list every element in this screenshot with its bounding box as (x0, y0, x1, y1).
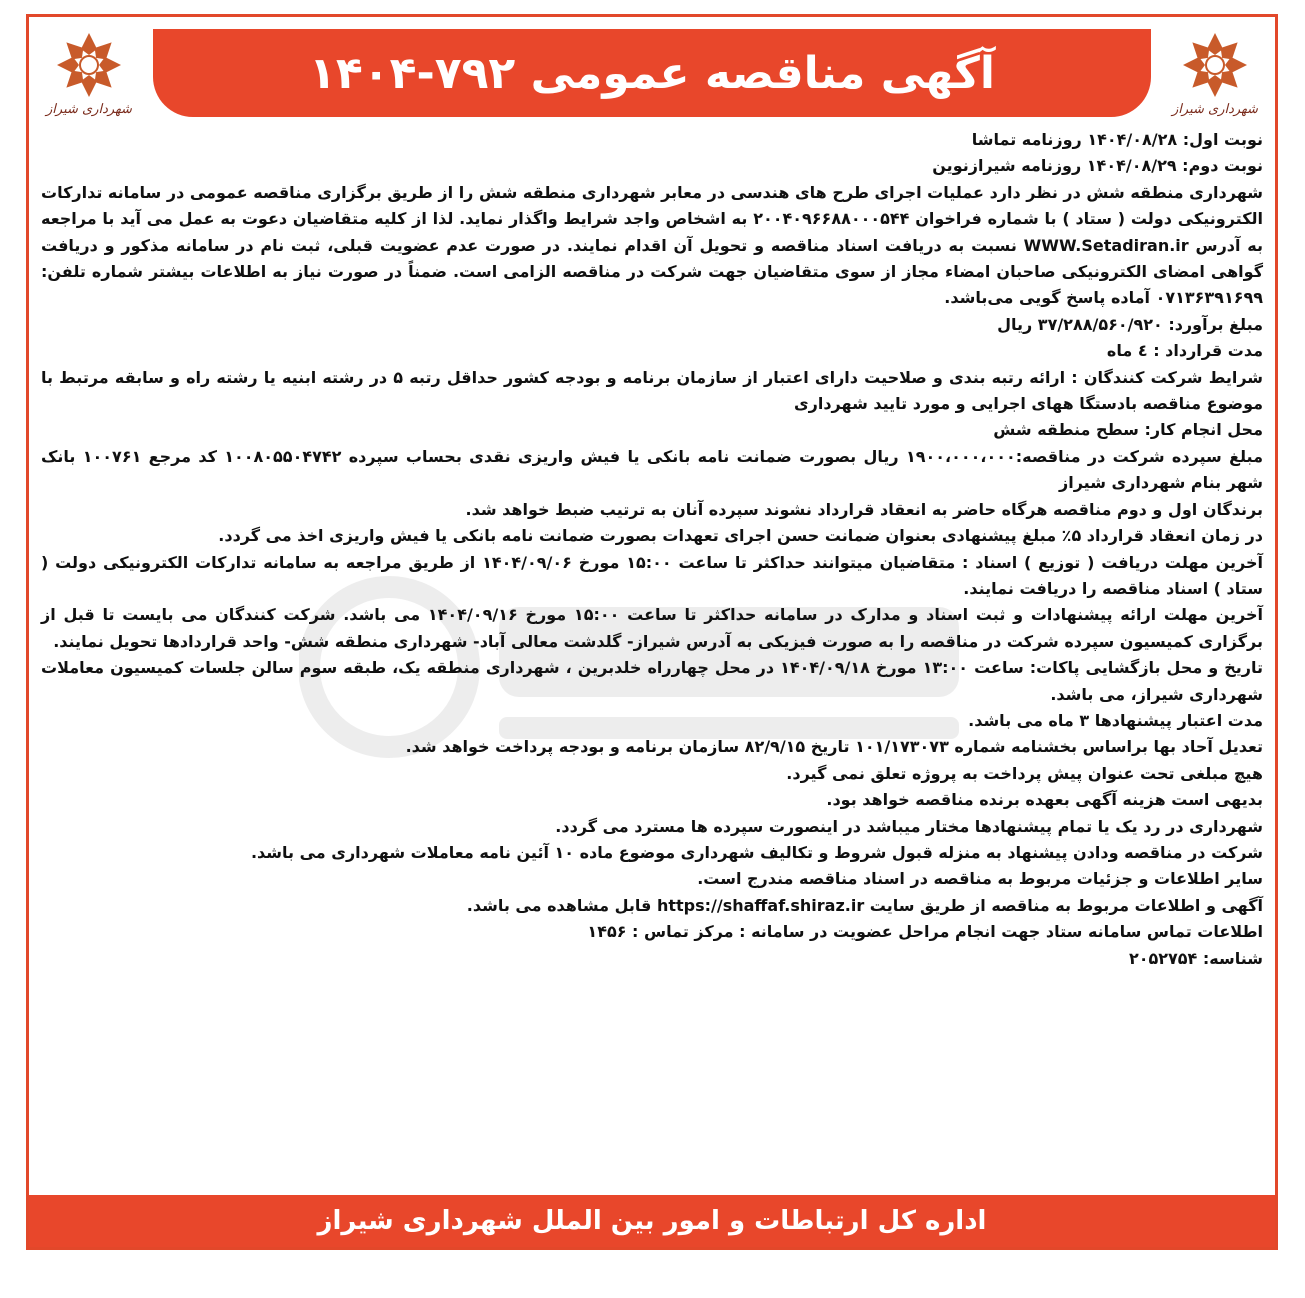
notice-footer (29, 1195, 1275, 1247)
notice-line: نوبت دوم: ۱۴۰۴/۰۸/۲۹ روزنامه شیرازنوین (932, 156, 1263, 176)
notice-line: شرایط شرکت کنندگان : ارائه رتبه بندی و صلاحیت دارای اعتبار از سازمان برنامه و بودجه کشور حداقل رتبه ۵ در رشته ابنیه یا رشته راه و سابقه مرتبط با موضوع مناقصه بادستگا ههای اجرایی و مورد تایید شهرداری (41, 367, 1264, 414)
notice-line: مدت قرارداد : ٤ ماه (1106, 341, 1263, 361)
notice-line: برندگان اول و دوم مناقصه هرگاه حاضر به انعقاد قرارداد نشوند سپرده آنان به ترتیب ضبط خواهد شد. (465, 499, 1263, 519)
logo-script-text: شهرداری شیراز (1172, 102, 1258, 117)
logo-script-text: شهرداری شیراز (46, 102, 132, 117)
notice-line: شرکت در مناقصه ودادن پیشنهاد به منزله قبول شروط و تکالیف شهرداری موضوع ماده ۱۰ آئین نامه معاملات شهرداری می باشد. (250, 842, 1263, 862)
notice-line: محل انجام کار: سطح منطقه شش (993, 420, 1263, 440)
notice-line: هیچ مبلغی تحت عنوان پیش پرداخت به پروژه تعلق نمی گیرد. (786, 763, 1263, 783)
notice-line: تعدیل آحاد بها براساس بخشنامه شماره ۱۰۱/۱۷۳۰۷۳ تاریخ ۸۲/۹/۱۵ سازمان برنامه و بودجه پرداخت خواهد شد. (405, 737, 1263, 757)
notice-line: نوبت اول: ۱۴۰۴/۰۸/۲۸ روزنامه تماشا (971, 130, 1263, 149)
title-band (153, 29, 1151, 117)
notice-line: مبلغ سپرده شرکت در مناقصه:۱۹۰۰،۰۰۰،۰۰۰ ریال بصورت ضمانت نامه بانکی یا فیش واریزی نقدی بحساب سپرده ۱۰۰۸۰۵۵۰۴۷۴۲ کد مرجع ۱۰۰۷۶۱ بانک شهر بنام شهرداری شیراز (41, 446, 1263, 493)
notice-line: تاریخ و محل بازگشایی پاکات: ساعت ۱۳:۰۰ مورخ ۱۴۰۴/۰۹/۱۸ در محل چهارراه خلدبرین ، شهرداری منطقه یک، طبقه سوم سالن جلسات کمیسیون معاملات شهرداری شیراز، می باشد. (41, 658, 1264, 704)
shiraz-municipality-logo-icon (39, 23, 139, 123)
notice-line: اطلاعات تماس سامانه ستاد جهت انجام مراحل عضویت در سامانه : مرکز تماس : ۱۴۵۶ (587, 922, 1263, 942)
notice-header (29, 17, 1275, 129)
notice-line: شهرداری در رد یک یا تمام پیشنهادها مختار میباشد در اینصورت سپرده ها مسترد می گردد. (555, 816, 1263, 836)
notice-line: سایر اطلاعات و جزئیات مربوط به مناقصه در اسناد مناقصه مندرج است. (697, 869, 1263, 889)
notice-line: آخرین مهلت ارائه پیشنهادات و ثبت اسناد و مدارک در سامانه حداکثر تا ساعت ۱۵:۰۰ مورخ ۱۴۰۴/۰۹/۱۶ می باشد. شرکت کنندگان می بایست تا قبل از برگزاری کمیسیون سپرده شرکت در مناقصه را به صورت فیزیکی به آدرس شیراز- گلدشت معالی آباد- شهرداری منطقه شش- واحد قراردادها تحویل نمایند. (41, 605, 1264, 651)
notice-line: مدت اعتبار پیشنهادها ۳ ماه می باشد. (968, 710, 1263, 730)
shiraz-municipality-logo-icon (1165, 23, 1265, 123)
notice-body (41, 127, 1263, 1197)
notice-line: آخرین مهلت دریافت ( توزیع ) اسناد : متقاضیان میتوانند حداکثر تا ساعت ۱۵:۰۰ مورخ ۱۴۰۴/۰۹/۰۶ از طریق مراجعه به سامانه تدارکات الکترونیکی دولت ( ستاد ) اسناد مناقصه را دریافت نمایند. (41, 552, 1263, 598)
notice-line: بدیهی است هزینه آگهی بعهده برنده مناقصه خواهد بود. (826, 790, 1263, 810)
notice-title: آگهی مناقصه عمومی ۷۹۲-۱۴۰۴ (309, 47, 995, 99)
notice-line: شهرداری منطقه شش در نظر دارد عملیات اجرای طرح های هندسی در معابر شهرداری منطقه شش را از طریق برگزاری مناقصه عمومی در سامانه تدارکات الکترونیکی دولت ( ستاد ) با شماره فراخوان ۲۰۰۴۰۹۶۶۸۸۰۰۰۵۴۴ به اشخاص واجد شرایط واگذار نماید. لذا از کلیه متقاضیان دعوت به عمل می آید با مراجعه به آدرس WWW.Setadiran.ir نسبت به دریافت اسناد مناقصه و تحویل آن اقدام نمایند. در صورت عدم عضویت قبلی، ثبت نام در سامانه مذکور و دریافت گواهی امضای الکترونیکی صاحبان امضاء مجاز از سوی متقاضیان جهت شرکت در مناقصه الزامی است. ضمناً در صورت نیاز به اطلاعات بیشتر شماره تلفن: ۰۷۱۳۶۳۹۱۶۹۹ آماده پاسخ گویی می‌باشد. (41, 182, 1263, 308)
notice-frame (26, 14, 1278, 1250)
footer-text: اداره کل ارتباطات و امور بین الملل شهرداری شیراز (317, 1206, 987, 1236)
notice-line: شناسه: ۲۰۵۲۷۵۴ (1128, 948, 1263, 968)
notice-line: آگهی و اطلاعات مربوط به مناقصه از طریق سایت https://shaffaf.shiraz.ir قابل مشاهده می باشد. (466, 895, 1263, 915)
notice-line: در زمان انعقاد قرارداد ۵٪ مبلغ پیشنهادی بعنوان ضمانت حسن اجرای تعهدات بصورت ضمانت نامه بانکی یا فیش واریزی اخذ می گردد. (218, 526, 1263, 546)
notice-line: مبلغ برآورد: ۳۷/۲۸۸/۵۶۰/۹۲۰ ریال (997, 314, 1263, 334)
